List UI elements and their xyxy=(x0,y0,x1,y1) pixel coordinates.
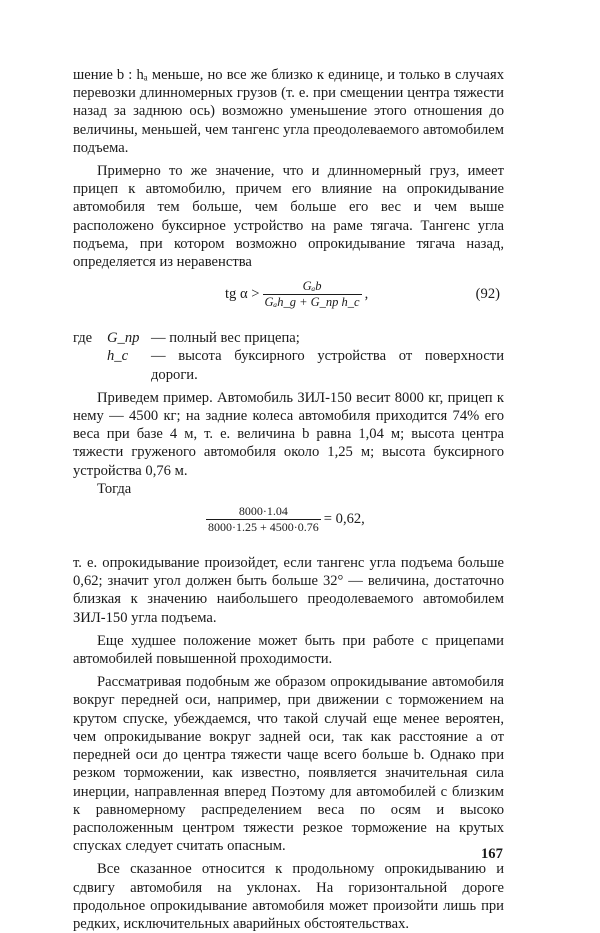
equation-number: (92) xyxy=(475,286,500,303)
paragraph-6: Рассматривая подобным же образом опрокидывание автомобиля вокруг передней оси, например, при движении с торможением на крутом спуске, убеждаемся, что такой случай еще менее вероятен, чем опрокидывание вокруг задней оси, так как расстояние a от передней оси до центра тяжести чаще всего больше b. Однако при резком торможении, как известно, появляется значительная сила инерции, направленная вперед Поэтому для автомобилей с близким к равномерному распределением веса по осям и высоко расположенным центром тяжести резкое торможение на крутых спусках следует считать опасным. xyxy=(73,674,504,855)
formula-92-lhs: tg α > xyxy=(225,286,260,303)
formula-92-fraction xyxy=(263,279,362,310)
formula-92 xyxy=(73,275,504,323)
formula-92-numerator: Gₐb xyxy=(302,279,322,294)
definition-row xyxy=(73,329,504,347)
formula-92-comma: , xyxy=(364,286,369,303)
definitions-lead: где xyxy=(73,330,93,347)
definition-symbol: h_c xyxy=(107,348,129,365)
numeric-numerator: 8000·1.04 xyxy=(238,504,288,519)
page-number: 167 xyxy=(481,846,503,862)
definitions-list xyxy=(73,329,504,384)
paragraph-7: Все сказанное относится к продольному опрокидыванию и сдвигу автомобиля на уклонах. На горизонтальной дороге продольное опрокидывание автомобиля может произойти лишь при редких, исключительных аварийных обстоятельствах. xyxy=(73,861,504,932)
paragraph-1: шение b : hₐ меньше, но все же близко к единице, и только в случаях перевозки длинномерных грузов (т. е. при смещении центра тяжести назад за заднюю ось) возможно уменьшение этого отношения до величины, меньшей, чем тангенс угла преодолеваемого автомобилем подъема. xyxy=(73,67,504,156)
definition-text: — высота буксирного устройства от поверхности дороги. xyxy=(151,348,504,383)
formula-92-denominator: Gₐh_g + G_пр h_c xyxy=(264,295,360,310)
paragraph-2: Примерно то же значение, что и длинномерный груз, имеет прицеп к автомобилю, причем его влияние на опрокидывание автомобиля тем больше, чем больше его вес и чем выше расположено буксирное устройство на раме тягача. Тангенс угла подъема, при котором возможно опрокидывание тягача назад, определяется из неравенства xyxy=(73,163,504,271)
numeric-denominator: 8000·1.25 + 4500·0.76 xyxy=(208,520,319,535)
paragraph-3: Приведем пример. Автомобиль ЗИЛ-150 весит 8000 кг, прицеп к нему — 4500 кг; на задние колеса автомобиля приходится 74% его веса при базе 4 м, т. е. величина b равна 1,04 м; высота центра тяжести груженого автомобиля около 1,25 м; высота буксирного устройства 0,76 м. xyxy=(73,389,504,479)
paragraph-5: Еще худшее положение может быть при работе с прицепами автомобилей повышенной проходимости. xyxy=(73,632,504,668)
numeric-result: = 0,62, xyxy=(323,511,365,528)
numeric-fraction xyxy=(206,504,321,535)
numeric-formula xyxy=(73,500,504,552)
definition-symbol: G_пр xyxy=(107,330,140,347)
definition-row xyxy=(73,347,504,383)
page-body xyxy=(73,66,504,933)
paragraph-4: т. е. опрокидывание произойдет, если тангенс угла подъема больше 0,62; значит угол должен быть больше 32° — величина, достаточно близкая к значению наибольшего преодолеваемого автомобилем ЗИЛ-150 угла подъема. xyxy=(73,555,504,626)
definition-text: — полный вес прицепа; xyxy=(151,330,300,347)
paragraph-then: Тогда xyxy=(97,480,132,497)
